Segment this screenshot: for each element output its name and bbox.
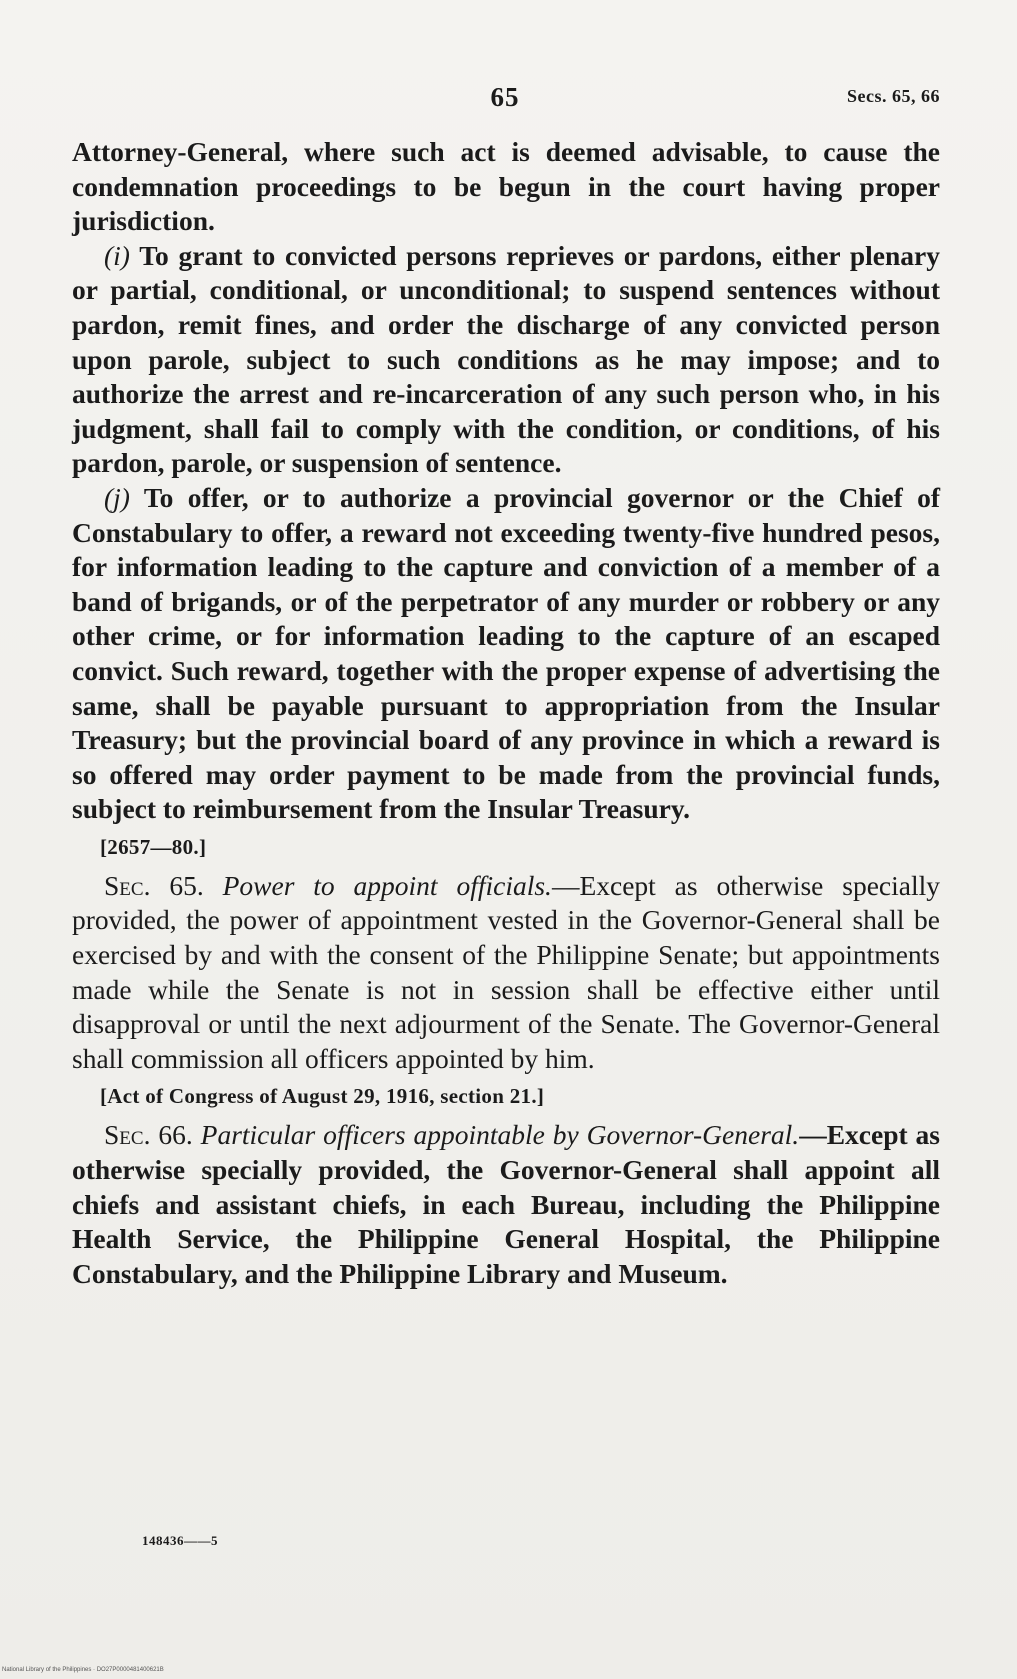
clause-text-i: To grant to convicted persons reprieves or pardons, either plenary or partial, conditional, or unconditional; to suspend sentences without pardon, remit fines, and order the discharge of any convicted person upon parole, subject to such conditions as he may impose; and to authorize the arrest and re-incarceration of any such person who, in his judgment, shall fail to comply with the condition, or conditions, of his pardon, parole, or suspension of sentence. (72, 239, 940, 479)
signature-mark: 148436——5 (142, 1533, 218, 1548)
clause-marker-j: (j) (104, 481, 130, 513)
clause-text-j: To offer, or to authorize a provincial governor or the Chief of Constabulary to offer, a reward not exceeding twenty-five hundred pesos, for information leading to the capture and conviction of a member of a band of brigands, or of the perpetrator of any murder or robbery or any other crime, or for information leading to the capture of an escaped convict. Such reward, together with the proper expense of advertising the same, shall be payable pursuant to appropriation from the Insular Treasury; but the provincial board of any province in which a reward is so offered may order payment to be made from the provincial funds, subject to reimbursement from the Insular Treasury. (72, 481, 940, 825)
paragraph-i (72, 239, 940, 481)
paragraph-continuation: Attorney-General, where such act is deemed advisable, to cause the condemnation proceedings to be begun in the court having proper jurisdiction. (72, 136, 940, 237)
paragraph-j (72, 481, 940, 827)
citation-1: [2657—80.] (100, 834, 207, 859)
section-66-label: Sec. 66. (104, 1119, 193, 1151)
clause-marker-i: (i) (104, 239, 130, 271)
section-65-title: Power to appoint officials. (222, 869, 552, 901)
running-head: Secs. 65, 66 (847, 86, 940, 106)
section-66-text: —Except as otherwise specially provided, the Governor-General shall appoint all chiefs and assistant chiefs, in each Bureau, including the Philippine Health Service, the Philippine General Hospital, the Philippine Constabulary, and the Philippine Library and Museum. (72, 1119, 940, 1289)
citation-2: [Act of Congress of August 29, 1916, section 21.] (100, 1084, 545, 1109)
section-66 (72, 1118, 940, 1291)
section-65-label: Sec. 65. (104, 869, 204, 901)
page-number: 65 (490, 82, 520, 112)
section-65 (72, 869, 940, 1077)
section-66-title: Particular officers appointable by Governor-General. (200, 1119, 800, 1151)
footer-credit: National Library of the Philippines · DO27P0000481400621B (2, 1667, 164, 1673)
section-65-text: —Except as otherwise specially provided, the power of appointment vested in the Governor-General shall be exercised by and with the consent of the Philippine Senate; but appointments made while the Senate is not in session shall be effective either until disapproval or until the next adjourment of the Senate. The Governor-General shall commission all officers appointed by him. (72, 869, 940, 1074)
body-text (72, 135, 940, 1291)
page-header (70, 82, 940, 122)
